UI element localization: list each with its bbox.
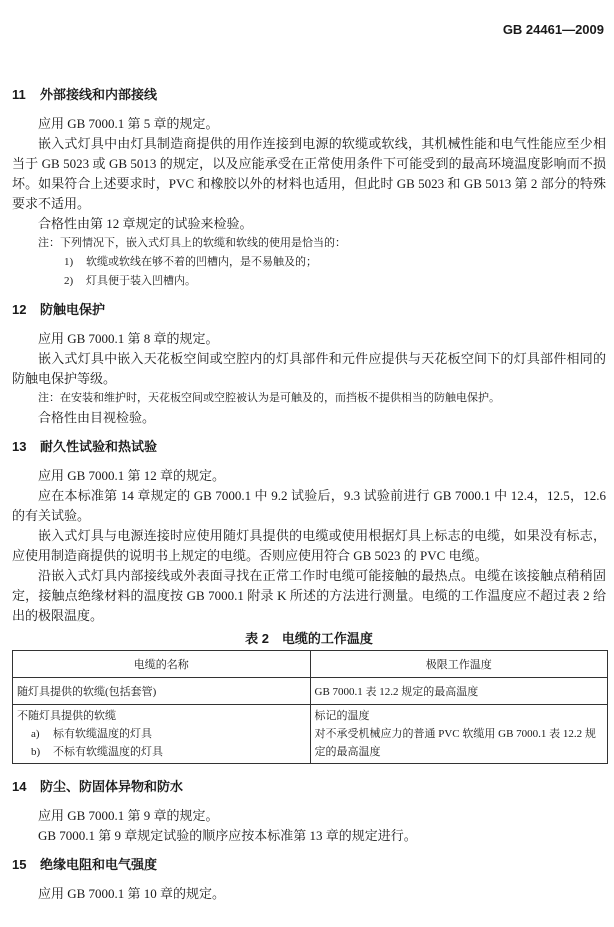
item-text: 不标有软缆温度的灯具 xyxy=(53,746,163,758)
paragraph: GB 7000.1 第 9 章规定试验的顺序应按本标准第 13 章的规定进行。 xyxy=(38,828,417,843)
item-text: 标有软缆温度的灯具 xyxy=(53,728,152,740)
item-label: 2) xyxy=(64,275,74,287)
table-cell: GB 7000.1 表 12.2 规定的最高温度 xyxy=(310,678,608,705)
table-header: 极限工作温度 xyxy=(310,651,608,678)
document-body xyxy=(12,76,606,904)
section-number: 15 xyxy=(12,857,27,872)
paragraph: 嵌入式灯具中由灯具制造商提供的用作连接到电源的软缆或软线，其机械性能和电气性能应至少相当于 GB 5023 或 GB 5013 的规定，以及应能承受在正常使用条件下可能受到的最高环境温度影响而不损坏。如果符合上述要求时，PVC 和橡胶以外的材料也适用，但此时 GB 5023 和 GB 5013 第 2 部分的特殊要求不适用。 xyxy=(12,136,606,211)
section-number: 14 xyxy=(12,779,27,794)
table-caption: 表 2 电缆的工作温度 xyxy=(245,631,373,646)
item-label: a) xyxy=(31,728,40,740)
table-row xyxy=(13,678,608,705)
section-number: 11 xyxy=(12,87,26,102)
item-text: 软缆或软线在够不着的凹槽内，是不易触及的； xyxy=(86,256,317,268)
table-cell: 随灯具提供的软缆(包括套管) xyxy=(13,678,311,705)
paragraph: 应在本标准第 14 章规定的 GB 7000.1 中 9.2 试验后，9.3 试验前进行 GB 7000.1 中 12.4，12.5，12.6 的有关试验。 xyxy=(12,488,606,523)
section-title xyxy=(12,86,606,104)
section-heading: 耐久性试验和热试验 xyxy=(40,439,158,454)
item-label: b) xyxy=(31,746,41,758)
paragraph: 应用 GB 7000.1 第 12 章的规定。 xyxy=(38,468,226,483)
paragraph: 嵌入式灯具与电源连接时应使用随灯具提供的电缆或使用根据灯具上标志的电缆，如果没有标志，应使用制造商提供的说明书上规定的电缆。否则应使用符合 GB 5023 的 PVC 电缆。 xyxy=(12,528,606,563)
cell-item xyxy=(17,725,306,743)
note-item xyxy=(12,253,606,272)
cell-title: 不随灯具提供的软缆 xyxy=(17,710,116,722)
section-number: 12 xyxy=(12,302,27,317)
note: 注：下列情况下，嵌入式灯具上的软缆和软线的使用是恰当的： xyxy=(38,237,346,249)
note: 注：在安装和维护时，天花板空间或空腔被认为是可触及的，而挡板不提供相当的防触电保护。 xyxy=(38,392,500,404)
section-number: 13 xyxy=(12,439,27,454)
section-heading: 防触电保护 xyxy=(40,302,106,317)
cable-temperature-table xyxy=(12,650,608,764)
paragraph: 应用 GB 7000.1 第 9 章的规定。 xyxy=(38,808,219,823)
section-title xyxy=(12,301,606,319)
cell-line: 对不承受机械应力的普通 PVC 软缆用 GB 7000.1 表 12.2 规定的最高温度 xyxy=(314,728,596,758)
section-title xyxy=(12,778,606,796)
table-row xyxy=(13,705,608,764)
table-cell xyxy=(13,705,311,764)
document-number: GB 24461—2009 xyxy=(502,22,604,37)
section-title xyxy=(12,856,606,874)
section-heading: 防尘、防固体异物和防水 xyxy=(40,779,184,794)
note-item xyxy=(12,272,606,291)
paragraph: 应用 GB 7000.1 第 8 章的规定。 xyxy=(38,331,219,346)
paragraph: 应用 GB 7000.1 第 5 章的规定。 xyxy=(38,116,219,131)
section-heading: 绝缘电阻和电气强度 xyxy=(40,857,158,872)
table-cell xyxy=(310,705,608,764)
paragraph: 合格性由目视检验。 xyxy=(38,410,156,425)
table-header: 电缆的名称 xyxy=(13,651,311,678)
paragraph: 应用 GB 7000.1 第 10 章的规定。 xyxy=(38,886,226,901)
section-title xyxy=(12,438,606,456)
item-text: 灯具便于装入凹槽内。 xyxy=(86,275,196,287)
paragraph: 合格性由第 12 章规定的试验来检验。 xyxy=(38,216,253,231)
cell-line: 标记的温度 xyxy=(314,710,370,722)
section-heading: 外部接线和内部接线 xyxy=(40,87,158,102)
paragraph: 嵌入式灯具中嵌入天花板空间或空腔内的灯具部件和元件应提供与天花板空间下的灯具部件相同的防触电保护等级。 xyxy=(12,351,606,386)
cell-item xyxy=(17,743,306,761)
paragraph: 沿嵌入式灯具内部接线或外表面寻找在正常工作时电缆可能接触的最热点。电缆在该接触点稍稍固定，接触点绝缘材料的温度按 GB 7000.1 附录 K 所述的方法进行测量。电缆的工作温度应不超过表 2 给出的极限温度。 xyxy=(12,568,606,623)
item-label: 1) xyxy=(64,256,74,268)
